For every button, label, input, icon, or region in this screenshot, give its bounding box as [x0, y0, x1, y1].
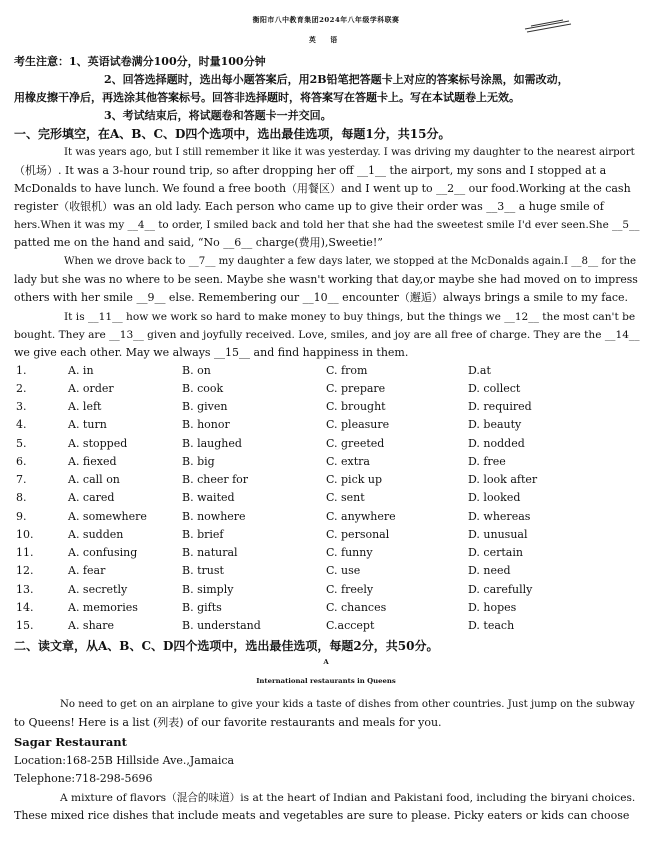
option-c: C. personal: [326, 528, 390, 541]
option-a: A. share: [68, 619, 114, 632]
option-d: D. beauty: [468, 418, 522, 431]
option-c: C. use: [326, 564, 361, 577]
restaurant-body-line: A mixture of flavors（混合的味道）is at the heart of Indian and Pakistani food, including the biryani choices.: [60, 792, 636, 804]
option-c: C. extra: [326, 455, 370, 468]
option-a: A. secretly: [68, 583, 128, 596]
option-c: C.accept: [326, 619, 375, 632]
restaurant-name: Sagar Restaurant: [14, 735, 127, 749]
option-b: B. natural: [182, 546, 238, 559]
option-number: 5.: [16, 437, 27, 450]
notice-line-1: 考生注意：1、英语试卷满分100分，时量100分钟: [14, 55, 266, 68]
passage-label: A: [323, 658, 329, 666]
option-b: B. cook: [182, 382, 224, 395]
passage-line: It was years ago, but I still remember it like it was yesterday. I was driving my daughter to the nearest airport: [64, 147, 635, 158]
option-a: A. fiexed: [68, 455, 117, 468]
option-d: D. teach: [468, 619, 515, 632]
option-d: D. carefully: [468, 583, 533, 596]
option-b: B. laughed: [182, 437, 242, 450]
passage-line: others with her smile __9__ else. Remembering our __10__ encounter（邂逅）always brings a smile to my face.: [14, 291, 629, 304]
option-number: 1.: [16, 364, 27, 377]
option-number: 15.: [16, 619, 34, 632]
option-c: C. chances: [326, 601, 387, 614]
option-a: A. order: [68, 382, 114, 395]
option-b: B. given: [182, 400, 228, 413]
option-b: B. cheer for: [182, 473, 249, 486]
option-b: B. gifts: [182, 601, 222, 614]
section-1-heading: 一、完形填空，在A、B、C、D四个选项中，选出最佳选项，每题1分，共15分。: [14, 127, 451, 141]
option-b: B. honor: [182, 418, 230, 431]
option-c: C. greeted: [326, 437, 385, 450]
notice-line-2: 2、回答选择题时，选出每小题答案后，用2B铅笔把答题卡上对应的答案标号涂黑，如需改动，: [104, 73, 569, 86]
passage-line: When we drove back to __7__ my daughter a few days later, we stopped at the McDonalds again.I __8__ for the: [64, 256, 637, 267]
option-c: C. pick up: [326, 473, 383, 486]
option-b: B. on: [182, 364, 211, 377]
restaurant-location: Location:168-25B Hillside Ave.,Jamaica: [14, 754, 235, 767]
option-number: 6.: [16, 455, 27, 468]
option-number: 10.: [16, 528, 34, 541]
exam-title: 衡阳市八中教育集团2024年八年级学科联赛: [252, 16, 400, 24]
option-a: A. in: [68, 364, 94, 377]
option-d: D. unusual: [468, 528, 528, 541]
option-c: C. brought: [326, 400, 386, 413]
passage-line: It is __11__ how we work so hard to make money to buy things, but the things we __12__ the most can't be: [64, 311, 636, 323]
restaurant-body-line: These mixed rice dishes that include meats and vegetables are sure to please. Picky eaters or kids can choose: [14, 809, 630, 822]
option-number: 2.: [16, 382, 27, 395]
option-d: D. free: [468, 455, 506, 468]
passage-line: register（收银机）was an old lady. Each person who came up to give their order was __3__ a huge smile of: [14, 200, 604, 213]
notice-line-4: 3、考试结束后，将试题卷和答题卡一并交回。: [104, 109, 332, 122]
option-b: B. trust: [182, 564, 224, 577]
passage-line: （机场）. It was a 3-hour round trip, so after dropping her off __1__ the airport, my sons and I stopped at a: [14, 164, 607, 177]
option-d: D. certain: [468, 546, 523, 559]
option-a: A. left: [68, 400, 102, 413]
passage-line: hers.When it was my __4__ to order, I smiled back and told her that she had the sweetest smile I'd ever seen.She __5__: [14, 219, 640, 231]
option-number: 7.: [16, 473, 27, 486]
option-number: 3.: [16, 400, 27, 413]
option-number: 14.: [16, 601, 34, 614]
option-d: D. nodded: [468, 437, 525, 450]
option-b: B. nowhere: [182, 510, 246, 523]
passage-line: McDonalds to have lunch. We found a free booth（用餐区）and I went up to __2__ our food.Working at the cash: [14, 182, 631, 195]
option-b: B. waited: [182, 491, 235, 504]
option-number: 13.: [16, 583, 34, 596]
handwritten-scribble: [523, 15, 573, 35]
option-c: C. freely: [326, 583, 374, 596]
option-a: A. memories: [68, 601, 138, 614]
passage-title: International restaurants in Queens: [256, 677, 396, 685]
option-d: D.at: [468, 364, 491, 377]
passage-line: we give each other. May we always __15__ and find happiness in them.: [14, 346, 409, 359]
passage-intro-line: to Queens! Here is a list (列表) of our favorite restaurants and meals for you.: [14, 716, 442, 729]
passage-line: bought. They are __13__ given and joyfully received. Love, smiles, and joy are all free of charge. They are the __14__: [14, 329, 640, 341]
option-d: D. collect: [468, 382, 521, 395]
option-number: 4.: [16, 418, 27, 431]
option-a: A. sudden: [68, 528, 124, 541]
option-d: D. look after: [468, 473, 538, 486]
option-b: B. understand: [182, 619, 261, 632]
option-d: D. required: [468, 400, 532, 413]
option-b: B. big: [182, 455, 215, 468]
option-b: B. simply: [182, 583, 234, 596]
option-c: C. funny: [326, 546, 373, 559]
option-c: C. prepare: [326, 382, 386, 395]
option-number: 9.: [16, 510, 27, 523]
option-number: 12.: [16, 564, 34, 577]
option-c: C. from: [326, 364, 368, 377]
option-a: A. confusing: [68, 546, 138, 559]
option-d: D. looked: [468, 491, 521, 504]
option-a: A. fear: [68, 564, 106, 577]
passage-line: lady but she was no where to be seen. Maybe she wasn't working that day,or maybe she had moved on to impress: [14, 273, 638, 286]
option-c: C. anywhere: [326, 510, 396, 523]
option-a: A. turn: [68, 418, 107, 431]
option-a: A. cared: [68, 491, 115, 504]
option-d: D. whereas: [468, 510, 531, 523]
restaurant-telephone: Telephone:718-298-5696: [14, 772, 153, 785]
option-b: B. brief: [182, 528, 224, 541]
option-d: D. hopes: [468, 601, 517, 614]
passage-line: patted me on the hand and said, “No __6__ charge(费用),Sweetie!”: [14, 236, 383, 249]
option-d: D. need: [468, 564, 511, 577]
option-a: A. call on: [68, 473, 120, 486]
exam-subject: 英 语: [308, 36, 344, 44]
option-c: C. pleasure: [326, 418, 390, 431]
option-number: 8.: [16, 491, 27, 504]
passage-intro-line: No need to get on an airplane to give your kids a taste of dishes from other countries. Just jump on the subway: [60, 699, 635, 710]
option-number: 11.: [16, 546, 34, 559]
option-c: C. sent: [326, 491, 365, 504]
option-a: A. somewhere: [68, 510, 147, 523]
option-a: A. stopped: [68, 437, 128, 450]
notice-line-3: 用橡皮擦干净后，再选涂其他答案标号。回答非选择题时，将答案写在答题卡上。写在本试题卷上无效。: [14, 91, 520, 104]
section-2-heading: 二、读文章，从A、B、C、D四个选项中，选出最佳选项，每题2分，共50分。: [14, 639, 439, 653]
